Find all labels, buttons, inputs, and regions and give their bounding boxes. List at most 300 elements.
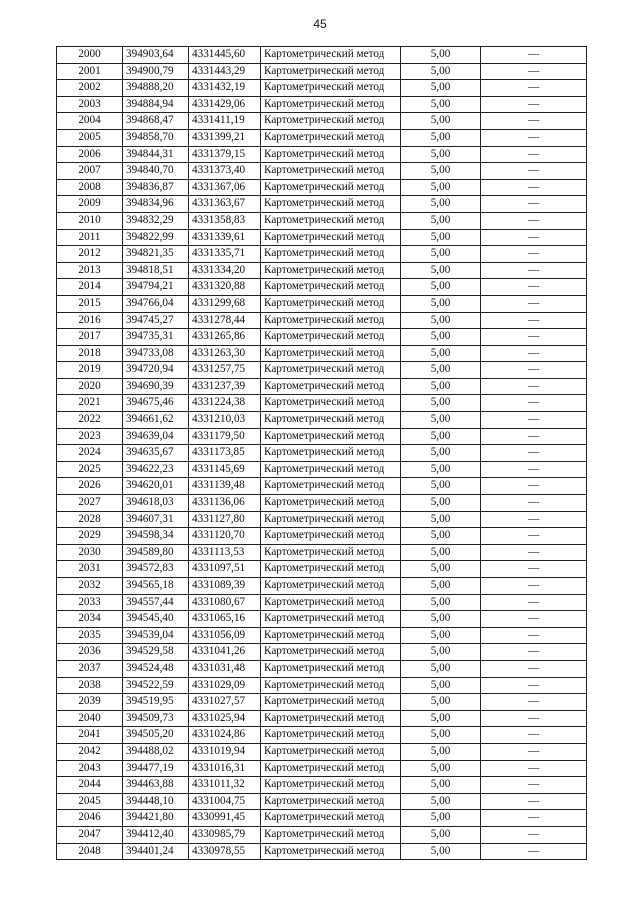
y-coordinate-cell: 4331358,83 (189, 212, 261, 229)
error-cell: 5,00 (401, 826, 481, 843)
table-row (57, 511, 587, 528)
y-coordinate-cell: 4331041,26 (189, 644, 261, 661)
method-cell: Картометрический метод (261, 544, 401, 561)
x-coordinate-cell: 394620,01 (123, 478, 189, 495)
error-cell: 5,00 (401, 63, 481, 80)
x-coordinate-cell: 394858,70 (123, 129, 189, 146)
table-row (57, 843, 587, 860)
method-cell: Картометрический метод (261, 694, 401, 711)
error-cell: 5,00 (401, 627, 481, 644)
note-cell: — (481, 395, 587, 412)
note-cell: — (481, 146, 587, 163)
table-row (57, 96, 587, 113)
x-coordinate-cell: 394509,73 (123, 710, 189, 727)
note-cell: — (481, 578, 587, 595)
x-coordinate-cell: 394524,48 (123, 660, 189, 677)
y-coordinate-cell: 4331019,94 (189, 743, 261, 760)
note-cell: — (481, 777, 587, 794)
y-coordinate-cell: 4331024,86 (189, 727, 261, 744)
y-coordinate-cell: 4331145,69 (189, 461, 261, 478)
point-number-cell: 2010 (57, 212, 123, 229)
x-coordinate-cell: 394690,39 (123, 378, 189, 395)
x-coordinate-cell: 394794,21 (123, 279, 189, 296)
x-coordinate-cell: 394545,40 (123, 611, 189, 628)
error-cell: 5,00 (401, 495, 481, 512)
point-number-cell: 2032 (57, 578, 123, 595)
error-cell: 5,00 (401, 246, 481, 263)
method-cell: Картометрический метод (261, 561, 401, 578)
method-cell: Картометрический метод (261, 295, 401, 312)
note-cell: — (481, 96, 587, 113)
y-coordinate-cell: 4331179,50 (189, 428, 261, 445)
x-coordinate-cell: 394463,88 (123, 777, 189, 794)
y-coordinate-cell: 4331113,53 (189, 544, 261, 561)
point-number-cell: 2039 (57, 694, 123, 711)
x-coordinate-cell: 394639,04 (123, 428, 189, 445)
error-cell: 5,00 (401, 262, 481, 279)
note-cell: — (481, 644, 587, 661)
method-cell: Картометрический метод (261, 461, 401, 478)
method-cell: Картометрический метод (261, 113, 401, 130)
y-coordinate-cell: 4331237,39 (189, 378, 261, 395)
table-row (57, 660, 587, 677)
y-coordinate-cell: 4331004,75 (189, 793, 261, 810)
table-row (57, 495, 587, 512)
method-cell: Картометрический метод (261, 843, 401, 860)
x-coordinate-cell: 394572,83 (123, 561, 189, 578)
point-number-cell: 2047 (57, 826, 123, 843)
note-cell: — (481, 279, 587, 296)
point-number-cell: 2044 (57, 777, 123, 794)
x-coordinate-cell: 394598,34 (123, 528, 189, 545)
note-cell: — (481, 727, 587, 744)
point-number-cell: 2002 (57, 80, 123, 97)
table-row (57, 760, 587, 777)
table-row (57, 544, 587, 561)
method-cell: Картометрический метод (261, 478, 401, 495)
error-cell: 5,00 (401, 677, 481, 694)
x-coordinate-cell: 394884,94 (123, 96, 189, 113)
x-coordinate-cell: 394818,51 (123, 262, 189, 279)
point-number-cell: 2027 (57, 495, 123, 512)
y-coordinate-cell: 4331027,57 (189, 694, 261, 711)
note-cell: — (481, 793, 587, 810)
method-cell: Картометрический метод (261, 229, 401, 246)
error-cell: 5,00 (401, 528, 481, 545)
note-cell: — (481, 760, 587, 777)
method-cell: Картометрический метод (261, 594, 401, 611)
point-number-cell: 2008 (57, 179, 123, 196)
table-row (57, 528, 587, 545)
y-coordinate-cell: 4331363,67 (189, 196, 261, 213)
table-row (57, 80, 587, 97)
method-cell: Картометрический метод (261, 743, 401, 760)
note-cell: — (481, 511, 587, 528)
note-cell: — (481, 677, 587, 694)
error-cell: 5,00 (401, 196, 481, 213)
y-coordinate-cell: 4331265,86 (189, 329, 261, 346)
error-cell: 5,00 (401, 594, 481, 611)
y-coordinate-cell: 4331016,31 (189, 760, 261, 777)
note-cell: — (481, 810, 587, 827)
y-coordinate-cell: 4331029,09 (189, 677, 261, 694)
y-coordinate-cell: 4331031,48 (189, 660, 261, 677)
point-number-cell: 2021 (57, 395, 123, 412)
method-cell: Картометрический метод (261, 660, 401, 677)
error-cell: 5,00 (401, 212, 481, 229)
table-row (57, 710, 587, 727)
method-cell: Картометрический метод (261, 727, 401, 744)
table-row (57, 412, 587, 429)
point-number-cell: 2013 (57, 262, 123, 279)
point-number-cell: 2046 (57, 810, 123, 827)
method-cell: Картометрический метод (261, 179, 401, 196)
method-cell: Картометрический метод (261, 212, 401, 229)
point-number-cell: 2017 (57, 329, 123, 346)
note-cell: — (481, 329, 587, 346)
method-cell: Картометрический метод (261, 578, 401, 595)
x-coordinate-cell: 394821,35 (123, 246, 189, 263)
table-row (57, 179, 587, 196)
method-cell: Картометрический метод (261, 495, 401, 512)
point-number-cell: 2007 (57, 163, 123, 180)
method-cell: Картометрический метод (261, 246, 401, 263)
error-cell: 5,00 (401, 295, 481, 312)
y-coordinate-cell: 4331443,29 (189, 63, 261, 80)
note-cell: — (481, 362, 587, 379)
x-coordinate-cell: 394565,18 (123, 578, 189, 595)
y-coordinate-cell: 4331432,19 (189, 80, 261, 97)
point-number-cell: 2016 (57, 312, 123, 329)
note-cell: — (481, 246, 587, 263)
y-coordinate-cell: 4331136,06 (189, 495, 261, 512)
y-coordinate-cell: 4330985,79 (189, 826, 261, 843)
y-coordinate-cell: 4331065,16 (189, 611, 261, 628)
table-row (57, 229, 587, 246)
method-cell: Картометрический метод (261, 80, 401, 97)
error-cell: 5,00 (401, 561, 481, 578)
method-cell: Картометрический метод (261, 262, 401, 279)
table-row (57, 63, 587, 80)
error-cell: 5,00 (401, 129, 481, 146)
method-cell: Картометрический метод (261, 677, 401, 694)
method-cell: Картометрический метод (261, 129, 401, 146)
note-cell: — (481, 129, 587, 146)
y-coordinate-cell: 4331210,03 (189, 412, 261, 429)
error-cell: 5,00 (401, 644, 481, 661)
y-coordinate-cell: 4331263,30 (189, 345, 261, 362)
method-cell: Картометрический метод (261, 395, 401, 412)
table-row (57, 212, 587, 229)
note-cell: — (481, 561, 587, 578)
error-cell: 5,00 (401, 743, 481, 760)
x-coordinate-cell: 394557,44 (123, 594, 189, 611)
error-cell: 5,00 (401, 113, 481, 130)
table-row (57, 810, 587, 827)
x-coordinate-cell: 394832,29 (123, 212, 189, 229)
table-row (57, 262, 587, 279)
note-cell: — (481, 611, 587, 628)
y-coordinate-cell: 4331089,39 (189, 578, 261, 595)
note-cell: — (481, 80, 587, 97)
point-number-cell: 2011 (57, 229, 123, 246)
table-row (57, 146, 587, 163)
y-coordinate-cell: 4331335,71 (189, 246, 261, 263)
table-row (57, 129, 587, 146)
method-cell: Картометрический метод (261, 445, 401, 462)
point-number-cell: 2033 (57, 594, 123, 611)
error-cell: 5,00 (401, 179, 481, 196)
error-cell: 5,00 (401, 80, 481, 97)
point-number-cell: 2042 (57, 743, 123, 760)
table-row (57, 113, 587, 130)
x-coordinate-cell: 394766,04 (123, 295, 189, 312)
y-coordinate-cell: 4331399,21 (189, 129, 261, 146)
point-number-cell: 2030 (57, 544, 123, 561)
y-coordinate-cell: 4330978,55 (189, 843, 261, 860)
x-coordinate-cell: 394412,40 (123, 826, 189, 843)
point-number-cell: 2001 (57, 63, 123, 80)
method-cell: Картометрический метод (261, 362, 401, 379)
point-number-cell: 2018 (57, 345, 123, 362)
point-number-cell: 2038 (57, 677, 123, 694)
y-coordinate-cell: 4331097,51 (189, 561, 261, 578)
note-cell: — (481, 229, 587, 246)
x-coordinate-cell: 394448,10 (123, 793, 189, 810)
x-coordinate-cell: 394822,99 (123, 229, 189, 246)
note-cell: — (481, 196, 587, 213)
x-coordinate-cell: 394529,58 (123, 644, 189, 661)
method-cell: Картометрический метод (261, 710, 401, 727)
y-coordinate-cell: 4331278,44 (189, 312, 261, 329)
y-coordinate-cell: 4331445,60 (189, 47, 261, 64)
note-cell: — (481, 445, 587, 462)
method-cell: Картометрический метод (261, 627, 401, 644)
note-cell: — (481, 345, 587, 362)
error-cell: 5,00 (401, 694, 481, 711)
table-row (57, 826, 587, 843)
error-cell: 5,00 (401, 478, 481, 495)
error-cell: 5,00 (401, 810, 481, 827)
method-cell: Картометрический метод (261, 163, 401, 180)
method-cell: Картометрический метод (261, 412, 401, 429)
y-coordinate-cell: 4331224,38 (189, 395, 261, 412)
point-number-cell: 2029 (57, 528, 123, 545)
point-number-cell: 2024 (57, 445, 123, 462)
y-coordinate-cell: 4331367,06 (189, 179, 261, 196)
point-number-cell: 2023 (57, 428, 123, 445)
point-number-cell: 2019 (57, 362, 123, 379)
table-row (57, 345, 587, 362)
y-coordinate-cell: 4331120,70 (189, 528, 261, 545)
y-coordinate-cell: 4331257,75 (189, 362, 261, 379)
error-cell: 5,00 (401, 611, 481, 628)
method-cell: Картометрический метод (261, 528, 401, 545)
table-row (57, 677, 587, 694)
y-coordinate-cell: 4331320,88 (189, 279, 261, 296)
point-number-cell: 2022 (57, 412, 123, 429)
error-cell: 5,00 (401, 312, 481, 329)
point-number-cell: 2043 (57, 760, 123, 777)
point-number-cell: 2036 (57, 644, 123, 661)
error-cell: 5,00 (401, 461, 481, 478)
table-row (57, 279, 587, 296)
error-cell: 5,00 (401, 412, 481, 429)
x-coordinate-cell: 394589,80 (123, 544, 189, 561)
method-cell: Картометрический метод (261, 96, 401, 113)
method-cell: Картометрический метод (261, 63, 401, 80)
point-number-cell: 2003 (57, 96, 123, 113)
method-cell: Картометрический метод (261, 279, 401, 296)
error-cell: 5,00 (401, 511, 481, 528)
point-number-cell: 2006 (57, 146, 123, 163)
method-cell: Картометрический метод (261, 760, 401, 777)
error-cell: 5,00 (401, 843, 481, 860)
x-coordinate-cell: 394477,19 (123, 760, 189, 777)
error-cell: 5,00 (401, 710, 481, 727)
note-cell: — (481, 627, 587, 644)
table-row (57, 793, 587, 810)
y-coordinate-cell: 4331011,32 (189, 777, 261, 794)
x-coordinate-cell: 394844,31 (123, 146, 189, 163)
y-coordinate-cell: 4331429,06 (189, 96, 261, 113)
error-cell: 5,00 (401, 229, 481, 246)
coordinates-table-body (57, 47, 587, 860)
table-row (57, 163, 587, 180)
point-number-cell: 2014 (57, 279, 123, 296)
y-coordinate-cell: 4331373,40 (189, 163, 261, 180)
x-coordinate-cell: 394539,04 (123, 627, 189, 644)
note-cell: — (481, 428, 587, 445)
point-number-cell: 2045 (57, 793, 123, 810)
error-cell: 5,00 (401, 329, 481, 346)
x-coordinate-cell: 394733,08 (123, 345, 189, 362)
x-coordinate-cell: 394745,27 (123, 312, 189, 329)
note-cell: — (481, 826, 587, 843)
point-number-cell: 2005 (57, 129, 123, 146)
table-row (57, 743, 587, 760)
x-coordinate-cell: 394622,23 (123, 461, 189, 478)
error-cell: 5,00 (401, 345, 481, 362)
method-cell: Картометрический метод (261, 47, 401, 64)
error-cell: 5,00 (401, 760, 481, 777)
x-coordinate-cell: 394401,24 (123, 843, 189, 860)
table-row (57, 694, 587, 711)
point-number-cell: 2004 (57, 113, 123, 130)
note-cell: — (481, 461, 587, 478)
y-coordinate-cell: 4331379,15 (189, 146, 261, 163)
point-number-cell: 2031 (57, 561, 123, 578)
table-row (57, 777, 587, 794)
y-coordinate-cell: 4331025,94 (189, 710, 261, 727)
table-row (57, 329, 587, 346)
x-coordinate-cell: 394675,46 (123, 395, 189, 412)
table-row (57, 611, 587, 628)
table-row (57, 478, 587, 495)
x-coordinate-cell: 394421,80 (123, 810, 189, 827)
method-cell: Картометрический метод (261, 345, 401, 362)
y-coordinate-cell: 4331411,19 (189, 113, 261, 130)
x-coordinate-cell: 394836,87 (123, 179, 189, 196)
x-coordinate-cell: 394868,47 (123, 113, 189, 130)
x-coordinate-cell: 394900,79 (123, 63, 189, 80)
point-number-cell: 2020 (57, 378, 123, 395)
x-coordinate-cell: 394834,96 (123, 196, 189, 213)
table-row (57, 196, 587, 213)
method-cell: Картометрический метод (261, 826, 401, 843)
point-number-cell: 2026 (57, 478, 123, 495)
table-row (57, 727, 587, 744)
table-row (57, 312, 587, 329)
table-row (57, 362, 587, 379)
error-cell: 5,00 (401, 163, 481, 180)
x-coordinate-cell: 394735,31 (123, 329, 189, 346)
note-cell: — (481, 113, 587, 130)
error-cell: 5,00 (401, 544, 481, 561)
point-number-cell: 2035 (57, 627, 123, 644)
method-cell: Картометрический метод (261, 810, 401, 827)
error-cell: 5,00 (401, 378, 481, 395)
note-cell: — (481, 843, 587, 860)
method-cell: Картометрический метод (261, 329, 401, 346)
y-coordinate-cell: 4331339,61 (189, 229, 261, 246)
error-cell: 5,00 (401, 777, 481, 794)
point-number-cell: 2048 (57, 843, 123, 860)
note-cell: — (481, 312, 587, 329)
note-cell: — (481, 710, 587, 727)
method-cell: Картометрический метод (261, 793, 401, 810)
note-cell: — (481, 179, 587, 196)
method-cell: Картометрический метод (261, 611, 401, 628)
point-number-cell: 2012 (57, 246, 123, 263)
y-coordinate-cell: 4330991,45 (189, 810, 261, 827)
table-row (57, 295, 587, 312)
y-coordinate-cell: 4331056,09 (189, 627, 261, 644)
method-cell: Картометрический метод (261, 196, 401, 213)
point-number-cell: 2028 (57, 511, 123, 528)
point-number-cell: 2034 (57, 611, 123, 628)
coordinates-table (56, 46, 587, 860)
x-coordinate-cell: 394519,95 (123, 694, 189, 711)
method-cell: Картометрический метод (261, 146, 401, 163)
note-cell: — (481, 660, 587, 677)
note-cell: — (481, 594, 587, 611)
point-number-cell: 2041 (57, 727, 123, 744)
point-number-cell: 2015 (57, 295, 123, 312)
x-coordinate-cell: 394522,59 (123, 677, 189, 694)
y-coordinate-cell: 4331173,85 (189, 445, 261, 462)
note-cell: — (481, 378, 587, 395)
table-row (57, 461, 587, 478)
error-cell: 5,00 (401, 47, 481, 64)
y-coordinate-cell: 4331080,67 (189, 594, 261, 611)
x-coordinate-cell: 394635,67 (123, 445, 189, 462)
error-cell: 5,00 (401, 362, 481, 379)
page-number: 45 (313, 17, 327, 31)
y-coordinate-cell: 4331299,68 (189, 295, 261, 312)
note-cell: — (481, 544, 587, 561)
table-row (57, 246, 587, 263)
x-coordinate-cell: 394505,20 (123, 727, 189, 744)
x-coordinate-cell: 394488,02 (123, 743, 189, 760)
x-coordinate-cell: 394618,03 (123, 495, 189, 512)
note-cell: — (481, 412, 587, 429)
note-cell: — (481, 63, 587, 80)
point-number-cell: 2000 (57, 47, 123, 64)
note-cell: — (481, 262, 587, 279)
error-cell: 5,00 (401, 279, 481, 296)
method-cell: Картометрический метод (261, 644, 401, 661)
